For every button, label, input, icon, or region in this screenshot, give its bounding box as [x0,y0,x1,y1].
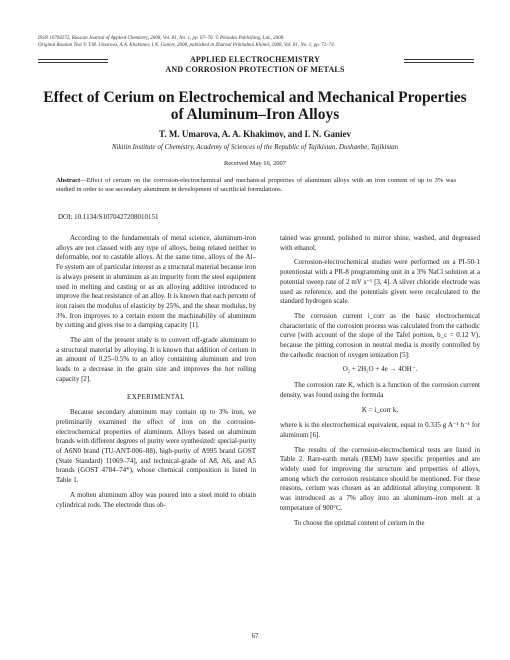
received-date: Received May 16, 2007 [223,160,287,167]
authors: T. M. Umarova, A. A. Khakimov, and I. N. Ganiev [159,129,351,139]
page-number: 67 [251,632,259,640]
right-paragraph-3: The corrosion current i_corr as the basic electrochemical characteristic of the corrosion process was calculated from the cathodic curve [with account of the slope of the Tafel portion, b_c = 0.12 V), because the pitting corrosion in neutral media is mostly controlled by the cathodic reaction of oxygen ionization [5]: [280,311,480,359]
article-title-line-2: of Aluminum–Iron Alloys [170,106,340,123]
left-column [56,234,256,515]
abstract [56,176,456,194]
left-paragraph-1: According to the fundamentals of metal science, aluminum-iron alloys are not classed with any type of alloys, being related neither to deformable, nor to castable alloys. At the same time, alloys of the Al–Fe system are of particular interest as a structural material because iron is always present in aluminum as an impurity from the steel equipment used in melting and casting or as an alloying additive introduced to improve the heat resistance of an alloy. It is known that each percent of iron raises the modulus of elasticity by 25%, and the shear modulus, by 3%. Iron improves to a certain extent the machinability of aluminum by cutting and gives rise to a damping capacity [1]. [56,234,256,330]
journal-header-line-1: ISSN 10704272, Russian Journal of Applied Chemistry, 2008, Vol. 81, No. 1, pp. 67–70. © Pleiades Publishing, Ltd., 2008. [38,36,285,41]
right-paragraph-4: The corrosion rate K, which is a function of the corrosion current density, was found using the formula [280,381,480,399]
right-paragraph-6: The results of the corrosion-electrochemical tests are listed in Table 2. Rare-earth metals (REM) have specific properties and are widely used for improving the structure and properties of alloys, among which the corrosion resistance should be mentioned. For these reasons, cerium was chosen as an additional alloying component. It was introduced as a 7% alloy into an aluminum–iron melt at a temperature of 900°C. [280,445,480,512]
experimental-heading: EXPERIMENTAL [127,392,185,401]
section-heading-line-2: AND CORROSION PROTECTION OF METALS [165,65,345,74]
doi: DOI: 10.1134/S1070427208010151 [58,213,159,221]
section-heading-line-1: APPLIED ELECTROCHEMISTRY [189,55,321,64]
left-paragraph-4: A molten aluminum alloy was poured into a steel mold to obtain cylindrical rods. The electrode thus ob- [56,490,256,509]
abstract-label: Abstract [56,177,81,184]
equation-oxygen-ionization: O₂ + 2H₂O + 4e → 4OH⁻. [342,365,418,374]
right-paragraph-7: To choose the optimal content of cerium in the [294,518,425,527]
journal-header-line-2: Original Russian Text © T.M. Umarova, A.A. Khakimov, I.N. Ganiev, 2008, published in Zhurnal Prikladnoi Khimii, 2008, Vol. 81, No. 1, pp. 71–74. [38,43,335,48]
article-title [40,89,470,123]
left-paragraph-3: Because secondary aluminum may contain up to 3% iron, we preliminarily examined the effect of iron on the corrosion-electrochemical properties of aluminum. Alloys based on aluminum brands with different degrees of purity were synthesized: special-purity of A6N0 brand (TU-ANT-006–88), high-purity of A995 brand GOST (State Standard) 11069–74], and technical-grade of A8, A6, and A5 brands (GOST 4784–74*), whose chemical composition is listed in Table 1. [56,408,256,485]
right-paragraph-1: tained was ground, polished to mirror shine, washed, and degreased with ethanol. [280,234,480,252]
article-title-line-1: Effect of Cerium on Electrochemical and Mechanical Properties [43,89,467,106]
right-column [280,234,480,533]
affiliation: Nikitin Institute of Chemistry, Academy of Sciences of the Republic of Tajikistan, Dushanbe, Tajikistan [111,143,399,151]
right-paragraph-5: where k is the electrochemical equivalent, equal to 0.335 g A⁻¹ h⁻¹ for aluminum [6]. [280,421,480,439]
equation-corrosion-rate: K = i_corr k, [361,405,399,414]
left-paragraph-2: The aim of the present study is to convert off-grade aluminum to a structural material by alloying. It is known that addition of cerium in an amount of 0.25–0.5% to an alloy containing aluminum and iron leads to a decrease in the grain size and improves the hot rolling capacity [2]. [56,336,256,383]
abstract-text: —Effect of cerium on the corrosion-electrochemical and mechanical properties of aluminum alloys with an iron content of up to 3% was studied in order to use secondary aluminum in development of sacrificial formulations. [56,177,456,193]
right-paragraph-2: Corrosion-electrochemical studies were performed on a PI-50-1 potentiostat with a PR-8 programming unit in a 3% NaCl solution at a potential sweep rate of 2 mV s⁻¹ [3, 4]. A silver chloride electrode was used as reference, and the potentials given were recalculated to the standard hydrogen scale. [280,258,480,306]
